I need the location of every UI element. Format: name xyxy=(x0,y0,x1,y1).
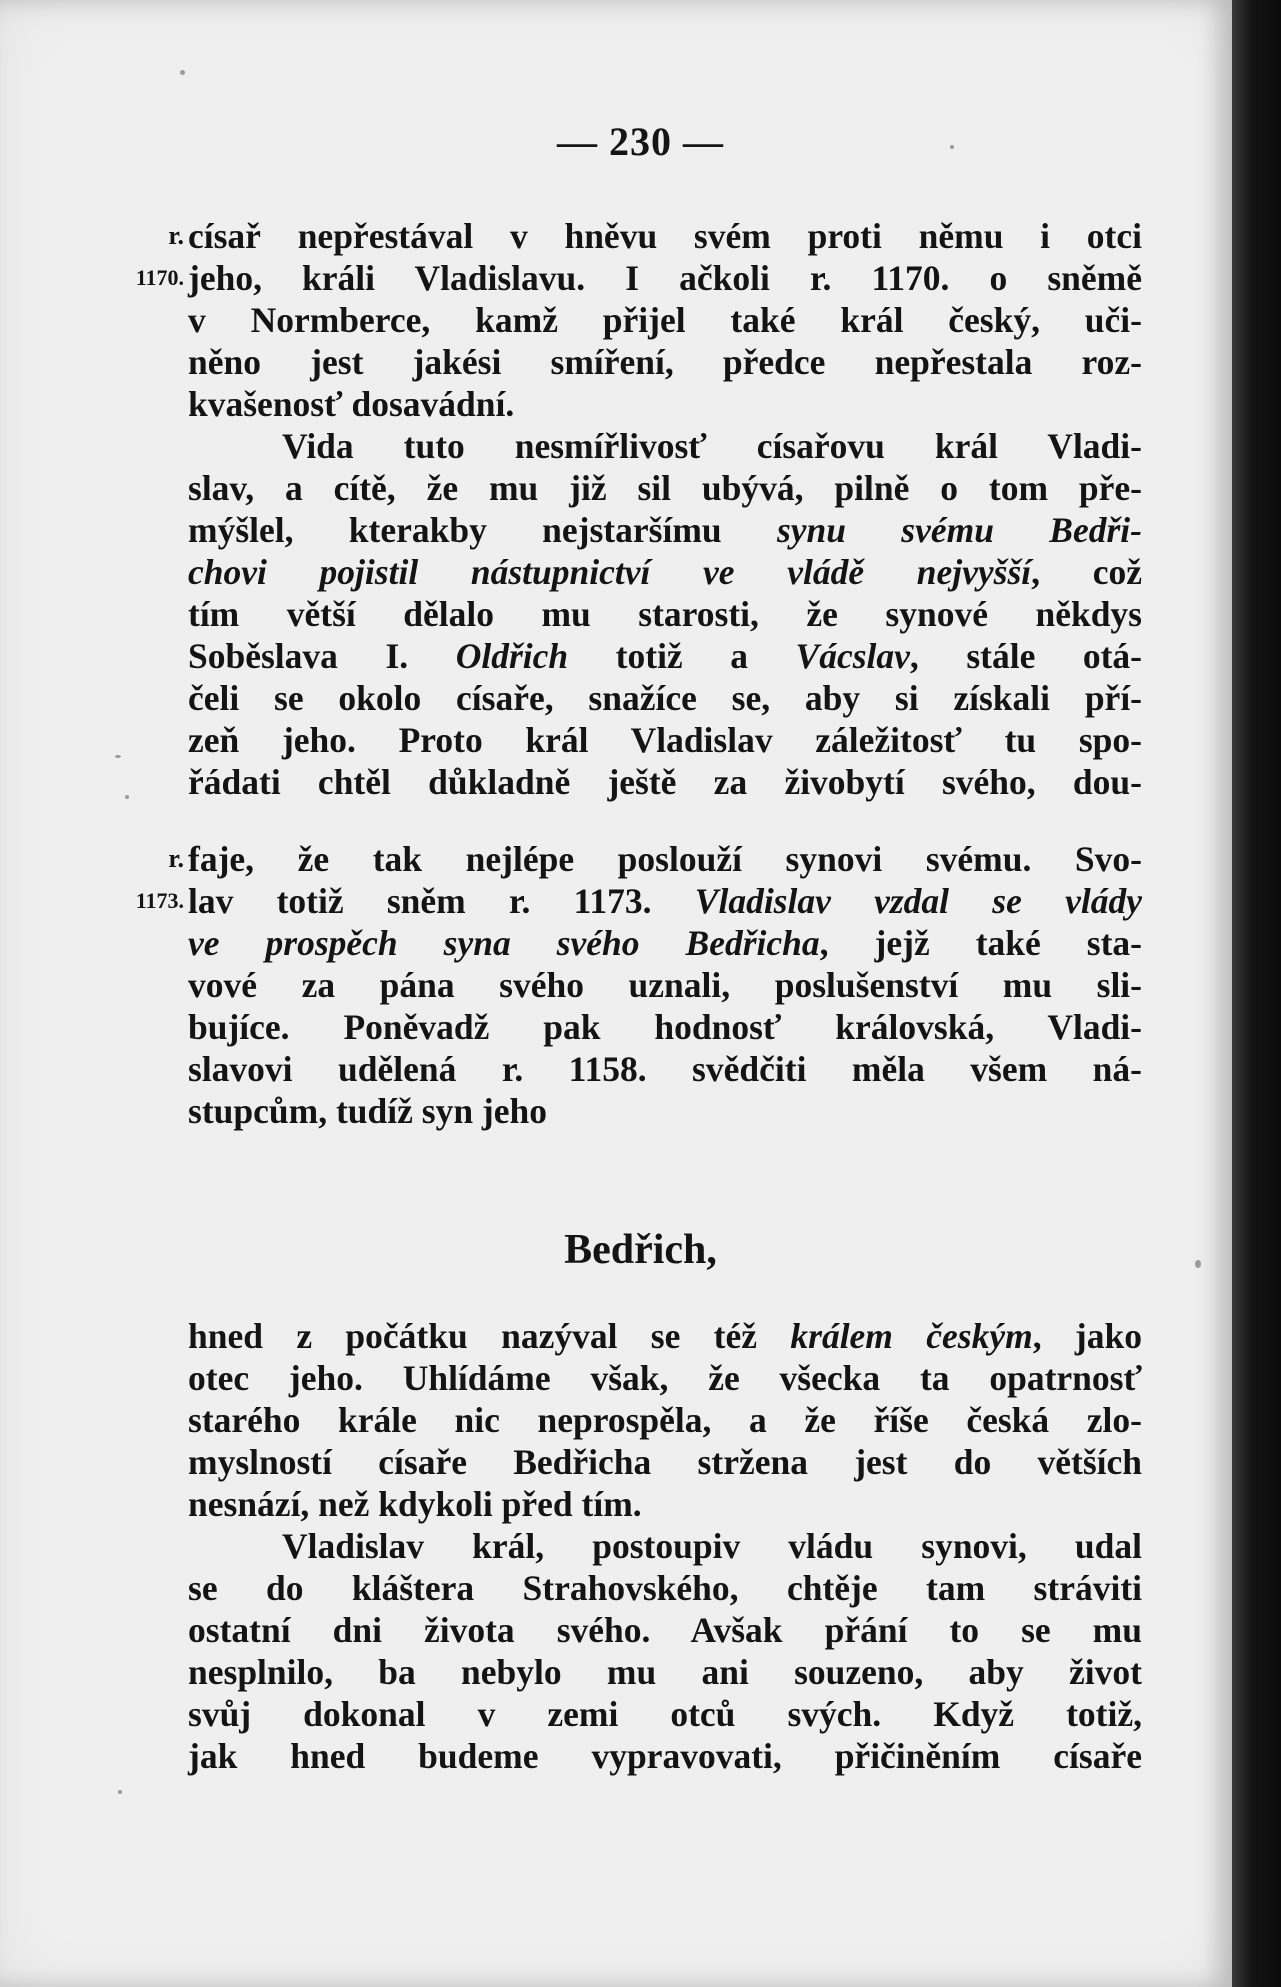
margin-note-year-1173: 1173. xyxy=(135,888,184,913)
text-line: kvašenosť dosavádní. xyxy=(188,384,515,424)
italic-run: Vladislav vzdal se vlády xyxy=(694,881,1142,921)
text-run: , což xyxy=(1031,552,1142,592)
text-line: řádati chtěl důkladně ještě za živobytí svého, dou- xyxy=(188,762,1142,802)
margin-note-r: r. xyxy=(168,221,184,250)
text-run: , jako xyxy=(1032,1316,1142,1356)
italic-run: Vácslav xyxy=(795,636,910,676)
paper-speck xyxy=(950,145,954,149)
text-line: jeho, králi Vladislavu. I ačkoli r. 1170. o sněmě xyxy=(188,258,1142,298)
italic-run: chovi pojistil nástupnictví ve vládě nejvyšší xyxy=(188,552,1032,592)
margin-note-r: r. xyxy=(168,844,184,873)
margin-note-year-1170: 1170. xyxy=(135,265,184,290)
text-run: mýšlel, kterakby nejstaršímu xyxy=(188,510,777,550)
text-line: ostatní dni života svého. Avšak přání to se mu xyxy=(188,1610,1142,1650)
text-line: Vida tuto nesmířlivosť císařovu král Vladi- xyxy=(282,426,1142,466)
book-spine-shadow xyxy=(1232,0,1281,1987)
text-line: tím větší dělalo mu starosti, že synové někdys xyxy=(188,594,1142,634)
italic-run: synu svému Bedři- xyxy=(776,510,1142,550)
italic-run: Oldřich xyxy=(455,636,569,676)
paper-speck xyxy=(115,755,121,758)
text-line: v Normberce, kamž přijel také král český, uči- xyxy=(188,300,1142,340)
section-heading: Bedřich, xyxy=(564,1227,717,1273)
italic-run: ve prospěch syna svého Bedřicha xyxy=(188,923,820,963)
text-line xyxy=(188,509,1142,551)
text-line: císař nepřestával v hněvu svém proti němu i otci xyxy=(188,216,1142,256)
text-line xyxy=(188,922,1142,964)
text-run: lav totiž sněm r. 1173. xyxy=(188,881,695,921)
text-line: myslností císaře Bedřicha stržena jest do větších xyxy=(188,1442,1142,1482)
text-line: nesplnilo, ba nebylo mu ani souzeno, aby život xyxy=(188,1652,1142,1692)
page-number: — 230 — xyxy=(557,119,724,164)
text-run: , jejž také sta- xyxy=(819,923,1142,963)
text-line: stupcům, tudíž syn jeho xyxy=(188,1091,548,1131)
text-line xyxy=(188,551,1142,593)
text-line: faje, že tak nejlépe poslouží synovi svému. Svo- xyxy=(188,839,1142,879)
text-line: čeli se okolo císaře, snažíce se, aby si získali pří- xyxy=(188,678,1142,718)
italic-run: králem českým xyxy=(790,1316,1033,1356)
text-run: totiž a xyxy=(568,636,796,676)
text-line xyxy=(188,1315,1142,1357)
text-line xyxy=(188,635,1142,677)
paper-speck xyxy=(180,70,185,75)
text-run: , stále otá- xyxy=(909,636,1143,676)
paper-speck xyxy=(1195,1260,1201,1268)
paper-speck xyxy=(118,1790,122,1794)
text-line: slavovi udělená r. 1158. svědčiti měla všem ná- xyxy=(188,1049,1142,1089)
text-line: slav, a cítě, že mu již sil ubývá, pilně o tom pře- xyxy=(188,468,1142,508)
text-line xyxy=(188,880,1142,922)
text-line: otec jeho. Uhlídáme však, že všecka ta opatrnosť xyxy=(188,1358,1142,1398)
text-line: vové za pána svého uznali, poslušenství mu sli- xyxy=(188,965,1142,1005)
text-line: jak hned budeme vypravovati, přičiněním císaře xyxy=(188,1736,1142,1776)
text-line: Vladislav král, postoupiv vládu synovi, udal xyxy=(282,1526,1142,1566)
text-line: starého krále nic neprospěla, a že říše česká zlo- xyxy=(188,1400,1142,1440)
text-line: se do kláštera Strahovského, chtěje tam stráviti xyxy=(188,1568,1142,1608)
text-line: bujíce. Poněvadž pak hodnosť královská, Vladi- xyxy=(188,1007,1142,1047)
text-line: zeň jeho. Proto král Vladislav záležitosť tu spo- xyxy=(188,720,1142,760)
paper-speck xyxy=(125,795,129,799)
text-line: něno jest jakési smíření, předce nepřestala roz- xyxy=(188,342,1142,382)
text-line: nesnází, než kdykoli před tím. xyxy=(188,1484,642,1524)
text-run: Soběslava I. xyxy=(188,636,456,676)
text-line: svůj dokonal v zemi otců svých. Když totiž, xyxy=(188,1694,1142,1734)
text-run: hned z počátku nazýval se též xyxy=(188,1316,791,1356)
